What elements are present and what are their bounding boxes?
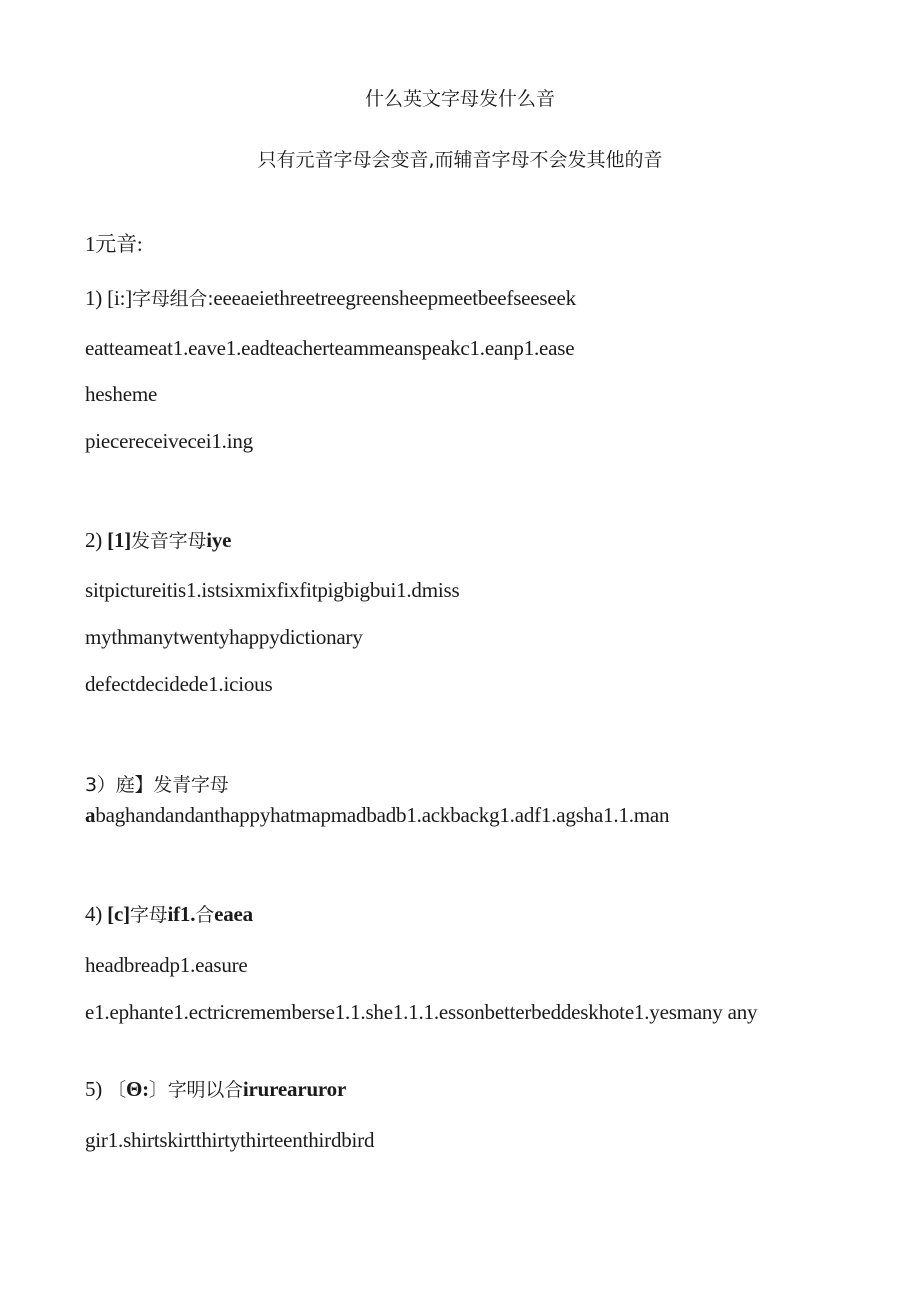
- item-5-bracket-open: 〔: [107, 1079, 126, 1101]
- item-2-tail: iye: [206, 528, 232, 552]
- item-2-line-1: sitpictureitis1.istsixmixfixfitpigbigbui1.dmiss: [85, 578, 460, 602]
- section-heading: [85, 231, 143, 258]
- item-4-num: 4): [85, 902, 103, 926]
- item-3-line-1: [85, 802, 669, 829]
- item-4-symbol: [c]: [107, 902, 130, 926]
- item-1-heading: [85, 285, 576, 313]
- document-title: 什么英文字母发什么音: [364, 88, 555, 110]
- item-3-line-1-text: baghandandanthappyhatmapmadbadb1.ackbackg1.adf1.agsha1.1.man: [95, 803, 670, 827]
- item-1-num: 1): [85, 286, 103, 310]
- item-1-cjk: 字母组合:: [132, 288, 214, 310]
- section-heading-text: 1元音:: [85, 232, 143, 256]
- item-5-bracket-close: 〕: [148, 1079, 168, 1101]
- item-3-cjk: 庭】发青字母: [115, 774, 229, 796]
- item-2-line-2: mythmanytwentyhappydictionary: [85, 625, 363, 649]
- item-2-heading: [85, 527, 231, 555]
- item-1-symbol: [i:]: [107, 286, 133, 310]
- item-4-line-2: e1.ephante1.ectricremembersе1.1.she1.1.1.essonbetterbeddeskhote1.yesmany any: [85, 1000, 758, 1024]
- item-1-line-2: hesheme: [85, 382, 158, 406]
- item-5-tail: irurearuror: [242, 1077, 347, 1101]
- item-5-cjk: 字明以合: [167, 1079, 243, 1101]
- item-4-line-1: headbreadp1.easure: [85, 953, 248, 977]
- item-3-first-letter: a: [85, 803, 96, 827]
- item-4-tail-b: eaea: [214, 902, 253, 926]
- item-5-line-1: gir1.shirtskirtthirtythirteenthirdbird: [85, 1128, 375, 1152]
- item-4-cjk-2: 合: [195, 904, 215, 926]
- item-3-heading: [85, 771, 229, 799]
- item-4-tail-a: if1.: [167, 902, 196, 926]
- item-3-num: 3）: [85, 774, 116, 796]
- item-2-cjk: 发音字母: [131, 530, 207, 552]
- item-1-tail: eeeaeiethreetreegreensheepmeetbeefseeseek: [213, 286, 576, 310]
- item-2-symbol: [1]: [107, 528, 132, 552]
- item-4-heading: [85, 901, 253, 929]
- item-2-num: 2): [85, 528, 103, 552]
- item-5-symbol: Θ:: [125, 1077, 149, 1101]
- document-subtitle: 只有元音字母会变音,而辅音字母不会发其他的音: [257, 149, 663, 171]
- item-1-line-1: eatteameat1.eave1.eadteacherteammeanspeakc1.eanp1.ease: [85, 336, 575, 360]
- item-2-line-3: defectdecidede1.icious: [85, 672, 273, 696]
- item-5-heading: [85, 1076, 346, 1104]
- item-1-line-3: piecereceivecei1.ing: [85, 429, 253, 453]
- item-4-cjk: 字母: [129, 904, 168, 926]
- item-5-num: 5): [85, 1077, 103, 1101]
